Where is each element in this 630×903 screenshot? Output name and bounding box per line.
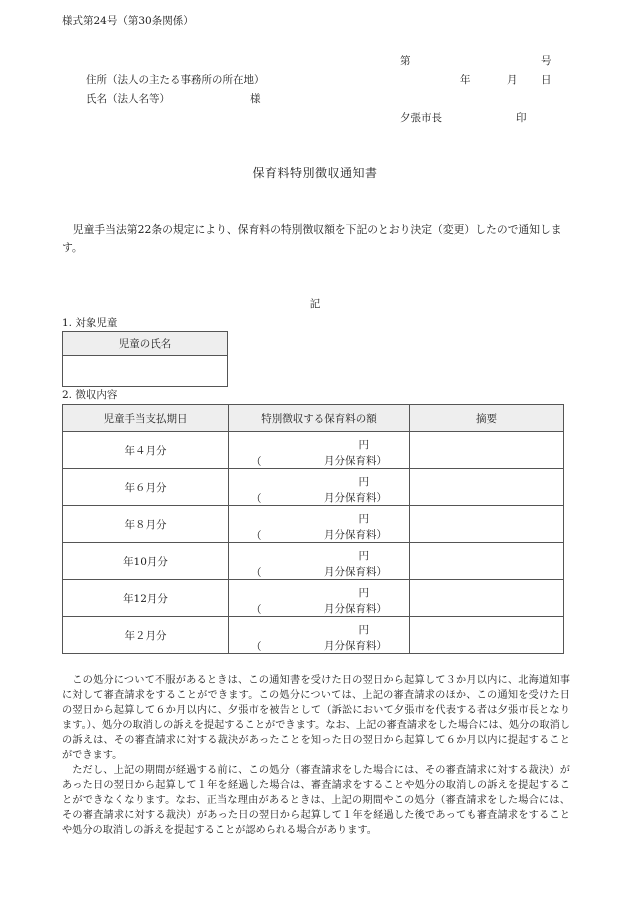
date-month-label: 月	[507, 74, 518, 86]
child-name-header: 児童の氏名	[63, 332, 228, 356]
amount-cell[interactable]	[229, 543, 410, 580]
remarks-cell[interactable]	[410, 617, 564, 654]
paren-open: （	[251, 456, 262, 468]
yen-label: 円	[358, 513, 369, 525]
child-table	[62, 331, 228, 387]
remarks-cell[interactable]	[410, 543, 564, 580]
period-cell: 年12月分	[63, 580, 229, 617]
seal-mark: 印	[516, 112, 527, 124]
paren-open: （	[251, 567, 262, 579]
yen-label: 円	[358, 624, 369, 636]
period-cell: 年８月分	[63, 506, 229, 543]
column-header-payment-date: 児童手当支払期日	[63, 405, 229, 432]
table-row	[63, 580, 564, 617]
address-label: 住所（法人の主たる事務所の所在地）	[86, 74, 265, 86]
period-cell: 年２月分	[63, 617, 229, 654]
period-cell: 年６月分	[63, 469, 229, 506]
table-row	[63, 469, 564, 506]
column-header-remarks: 摘要	[410, 405, 564, 432]
amount-cell[interactable]	[229, 580, 410, 617]
yen-label: 円	[358, 476, 369, 488]
document-number-prefix: 第	[400, 55, 411, 67]
appeal-note-paragraph: この処分について不服があるときは、この通知書を受けた日の翌日から起算して３か月以内に、北海道知事に対して審査請求をすることができます。この処分については、上記の審査請求のほか、この通知を受けた日の翌日から起算して６か月以内に、夕張市を被告として（訴訟において夕張市を代表する者は夕張市長となります。）、処分の取消しの訴えを提起することができます。なお、上記の審査請求をした場合には、処分の取消しの訴えは、その審査請求に対する裁決があったことを知った日の翌日から起算して６か月以内に提起することができます。	[62, 675, 570, 761]
section2-heading: 2. 徴収内容	[62, 389, 118, 401]
date-year-label: 年	[460, 74, 471, 86]
amount-cell[interactable]	[229, 432, 410, 469]
remarks-cell[interactable]	[410, 506, 564, 543]
amount-cell[interactable]	[229, 506, 410, 543]
yen-label: 円	[358, 550, 369, 562]
column-header-fee-amount: 特別徴収する保育料の額	[229, 405, 410, 432]
collection-table	[62, 404, 564, 654]
table-row	[63, 506, 564, 543]
paren-open: （	[251, 493, 262, 505]
section1-heading: 1. 対象児童	[62, 317, 118, 329]
month-fee-label: 月分保育料）	[324, 603, 387, 615]
month-fee-label: 月分保育料）	[324, 640, 387, 652]
intro-paragraph: 児童手当法第22条の規定により、保育料の特別徴収額を下記のとおり決定（変更）したので通知します。	[62, 223, 562, 254]
amount-cell[interactable]	[229, 617, 410, 654]
form-number: 様式第24号（第30条関係）	[62, 15, 194, 27]
yen-label: 円	[358, 439, 369, 451]
remarks-cell[interactable]	[410, 469, 564, 506]
honorific: 様	[250, 93, 261, 105]
appeal-notes	[62, 673, 570, 838]
table-row	[63, 432, 564, 469]
name-label: 氏名（法人名等）	[86, 93, 170, 105]
yen-label: 円	[358, 587, 369, 599]
date-day-label: 日	[541, 74, 552, 86]
paren-open: （	[251, 530, 262, 542]
child-name-cell[interactable]	[63, 356, 228, 387]
ki-heading: 記	[309, 298, 321, 310]
paren-open: （	[251, 641, 262, 653]
table-row	[63, 617, 564, 654]
paren-open: （	[251, 604, 262, 616]
period-cell: 年４月分	[63, 432, 229, 469]
issuer-name: 夕張市長	[400, 112, 442, 124]
amount-cell[interactable]	[229, 469, 410, 506]
month-fee-label: 月分保育料）	[324, 455, 387, 467]
document-title: 保育料特別徴収通知書	[252, 166, 378, 180]
period-cell: 年10月分	[63, 543, 229, 580]
appeal-note-paragraph: ただし、上記の期間が経過する前に、この処分（審査請求をした場合には、その審査請求に対する裁決）があった日の翌日から起算して１年を経過した場合は、審査請求をすることや処分の取消しの訴えを提起することができなくなります。なお、正当な理由があるときは、上記の期間やこの処分（審査請求をした場合には、その審査請求に対する裁決）があった日の翌日から起算して１年を経過した後であっても審査請求をすることや処分の取消しの訴えを提起することが認められる場合があります。	[62, 765, 570, 836]
remarks-cell[interactable]	[410, 580, 564, 617]
table-row	[63, 543, 564, 580]
month-fee-label: 月分保育料）	[324, 566, 387, 578]
remarks-cell[interactable]	[410, 432, 564, 469]
document-number-suffix: 号	[541, 55, 552, 67]
month-fee-label: 月分保育料）	[324, 492, 387, 504]
month-fee-label: 月分保育料）	[324, 529, 387, 541]
